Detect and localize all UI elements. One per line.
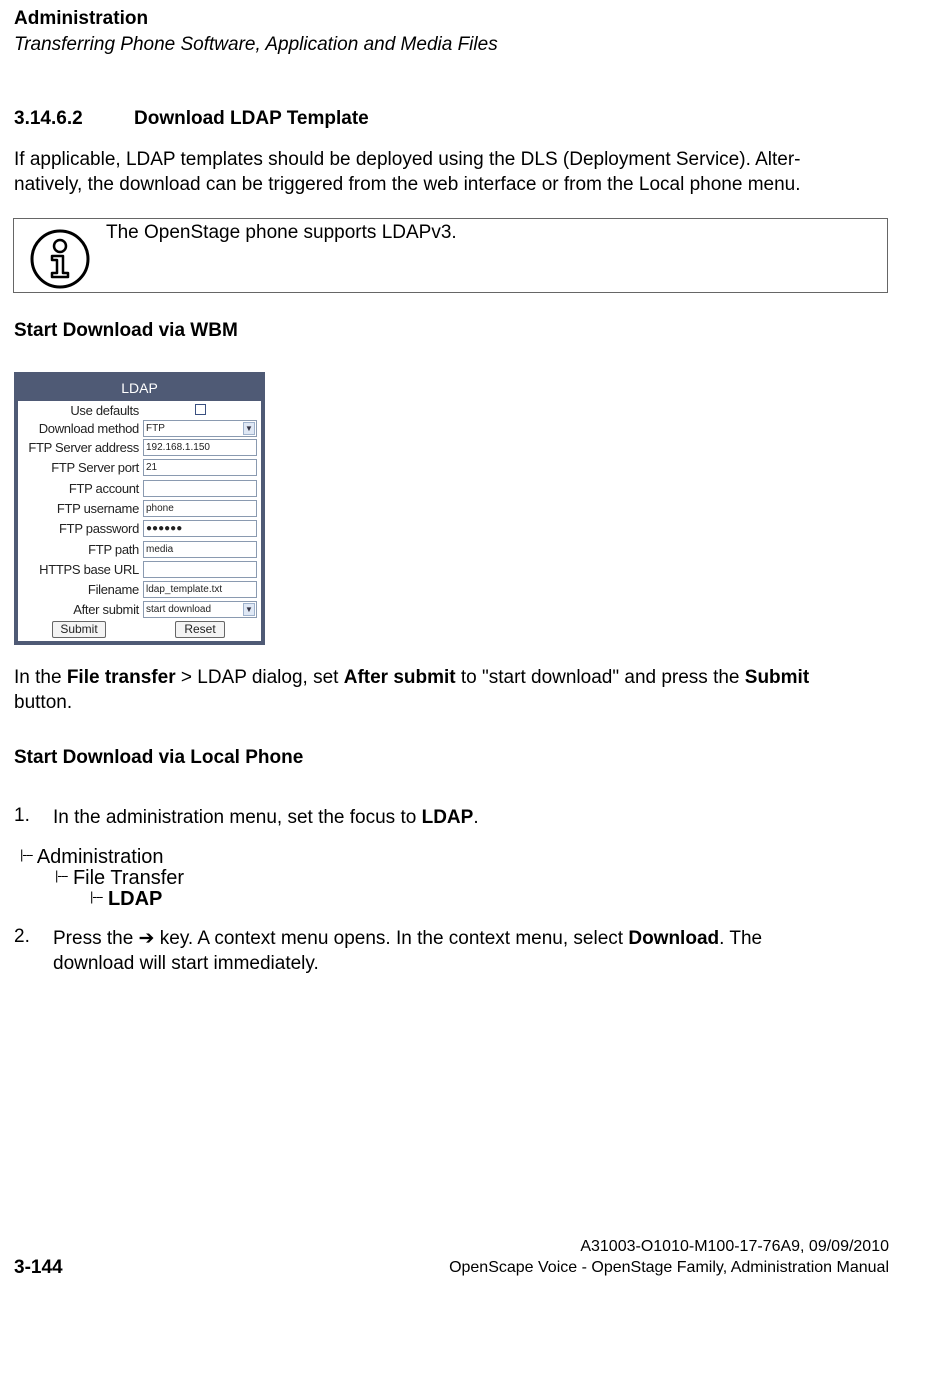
filename-label: Filename	[87, 582, 139, 597]
ftp-password-value: ●●●●●●	[146, 523, 183, 534]
instr-text-1: In the	[14, 667, 67, 688]
form-row-ftp-path	[18, 540, 261, 560]
form-row-ftp-username	[18, 499, 261, 519]
instr-text-4: button.	[14, 692, 73, 713]
use-defaults-checkbox[interactable]	[195, 404, 206, 415]
tree-item-ldap: LDAP	[107, 888, 163, 910]
footer-manual-title: OpenScape Voice - OpenStage Family, Administration Manual	[449, 1259, 889, 1276]
form-row-https-base-url	[18, 560, 261, 580]
ftp-username-label: FTP username	[56, 501, 139, 516]
menu-tree-level-1	[20, 846, 164, 869]
ftp-server-port-input[interactable]	[143, 459, 257, 476]
step-2-part-3: . The	[719, 928, 763, 949]
instr-bold-after-submit: After submit	[343, 667, 456, 688]
tree-connector: |---	[55, 868, 68, 883]
chevron-down-icon[interactable]: ▼	[243, 603, 255, 616]
instr-bold-file-transfer: File transfer	[66, 667, 176, 688]
ldap-form	[18, 401, 261, 641]
chevron-down-icon[interactable]: ▼	[243, 422, 255, 435]
form-row-after-submit	[18, 600, 261, 620]
reset-button[interactable]: Reset	[175, 621, 225, 638]
note-text: The OpenStage phone supports LDAPv3.	[106, 222, 457, 243]
wbm-instruction	[14, 665, 894, 715]
tree-item-file-transfer: File Transfer	[72, 867, 185, 889]
ftp-account-label: FTP account	[68, 481, 139, 496]
download-method-label: Download method	[38, 421, 139, 436]
wbm-heading: Start Download via WBM	[14, 320, 238, 341]
ftp-server-port-label: FTP Server port	[51, 460, 139, 475]
local-heading: Start Download via Local Phone	[14, 747, 304, 768]
tree-item-administration: Administration	[36, 846, 164, 868]
menu-tree-level-3	[90, 888, 162, 911]
intro-line-1: If applicable, LDAP templates should be deployed using the DLS (Deployment Service). Alter-	[14, 149, 801, 170]
ftp-account-input[interactable]	[143, 480, 257, 497]
download-method-select[interactable]	[143, 420, 257, 437]
form-row-ftp-password	[18, 519, 261, 539]
step-1-bold: LDAP	[421, 807, 474, 828]
step-1-end: .	[473, 807, 479, 828]
ftp-server-address-label: FTP Server address	[28, 440, 139, 455]
intro-line-2: natively, the download can be triggered from the web interface or from the Local phone menu.	[14, 174, 801, 195]
instr-text-2: > LDAP dialog, set	[175, 667, 344, 688]
form-row-ftp-server-address	[18, 438, 261, 458]
section-number: 3.14.6.2	[14, 108, 83, 129]
header-subtitle: Transferring Phone Software, Application and Media Files	[14, 34, 498, 55]
after-submit-value: start download	[146, 604, 212, 615]
after-submit-select[interactable]	[143, 601, 257, 618]
form-row-use-defaults	[18, 401, 261, 421]
step-1-body: In the administration menu, set the focus to	[53, 807, 422, 828]
form-row-ftp-account	[18, 479, 261, 499]
step-2-line-2: download will start immediately.	[53, 953, 319, 974]
step-2-part-1: Press the	[53, 928, 139, 949]
tree-connector: |---	[90, 889, 103, 904]
https-base-url-input[interactable]	[143, 561, 257, 578]
form-row-filename	[18, 580, 261, 600]
footer-page-number: 3-144	[14, 1257, 63, 1278]
form-row-download-method	[18, 419, 261, 439]
tree-connector: |---	[20, 847, 33, 862]
step-2-text	[53, 926, 883, 976]
filename-input[interactable]	[143, 581, 257, 598]
ftp-path-label: FTP path	[88, 542, 139, 557]
download-method-value: FTP	[146, 423, 165, 434]
step-2-number: 2.	[14, 926, 30, 947]
ldap-dialog	[14, 372, 265, 645]
footer-doc-id: A31003-O1010-M100-17-76A9, 09/09/2010	[580, 1238, 889, 1255]
step-1-text	[53, 805, 883, 830]
ftp-password-label: FTP password	[59, 521, 139, 536]
step-1-number: 1.	[14, 805, 30, 826]
filename-value: ldap_template.txt	[146, 584, 223, 595]
use-defaults-label: Use defaults	[70, 403, 139, 418]
after-submit-label: After submit	[73, 602, 139, 617]
instr-bold-submit: Submit	[744, 667, 810, 688]
ftp-server-port-value: 21	[146, 462, 158, 473]
instr-text-3: to "start download" and press the	[455, 667, 745, 688]
right-arrow-icon: ➔	[138, 928, 155, 949]
ldap-dialog-title: LDAP	[121, 380, 158, 396]
ftp-server-address-value: 192.168.1.150	[146, 442, 210, 453]
ftp-username-value: phone	[146, 503, 174, 514]
submit-button[interactable]: Submit	[52, 621, 106, 638]
ftp-username-input[interactable]	[143, 500, 257, 517]
menu-tree-level-2	[55, 867, 184, 890]
section-title: Download LDAP Template	[134, 108, 369, 129]
step-2-part-2: key. A context menu opens. In the context menu, select	[154, 928, 629, 949]
ftp-password-input[interactable]	[143, 520, 257, 537]
intro-paragraph	[14, 147, 894, 197]
form-row-ftp-server-port	[18, 458, 261, 478]
header-title: Administration	[14, 8, 149, 29]
ftp-path-value: media	[146, 544, 174, 555]
https-base-url-label: HTTPS base URL	[39, 562, 139, 577]
info-icon	[30, 229, 90, 289]
ftp-path-input[interactable]	[143, 541, 257, 558]
step-2-bold: Download	[628, 928, 720, 949]
ftp-server-address-input[interactable]	[143, 439, 257, 456]
